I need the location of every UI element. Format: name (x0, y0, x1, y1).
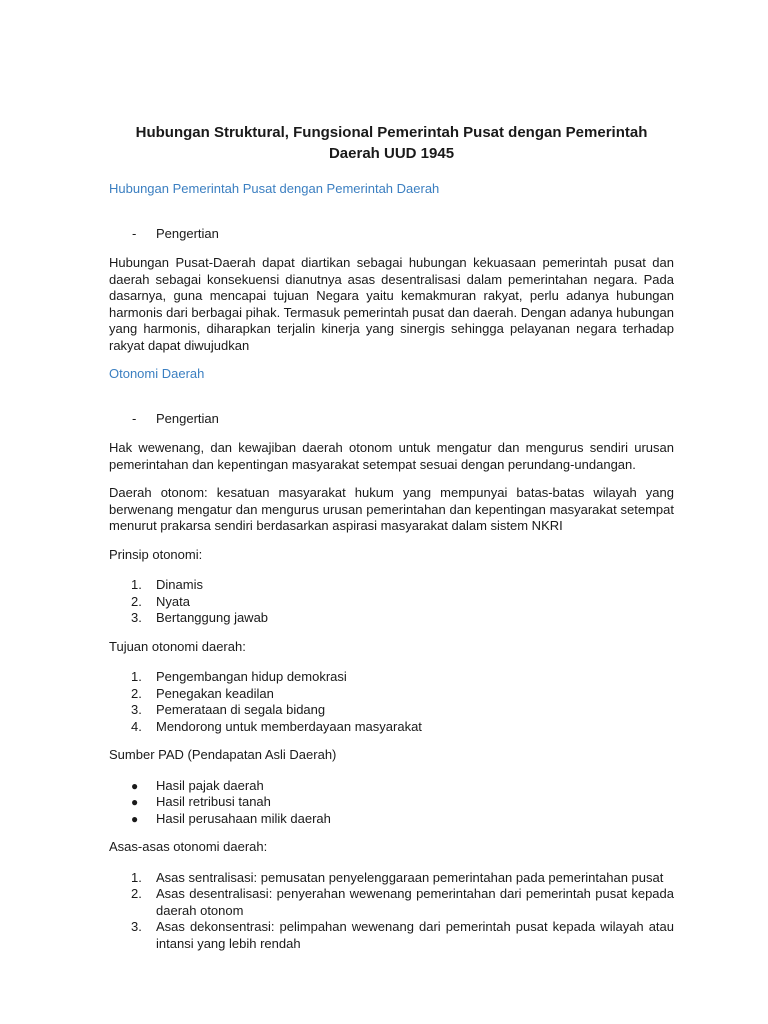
list-item: 2. Penegakan keadilan (131, 685, 274, 701)
dash-marker: - (132, 410, 137, 426)
dash-item-label: Pengertian (156, 225, 219, 241)
list-item: 4. Mendorong untuk memberdayaan masyarakat (131, 718, 422, 734)
list-item: 1. Pengembangan hidup demokrasi (131, 669, 347, 684)
list-asas (109, 870, 674, 953)
dash-item-pengertian-2 (109, 411, 674, 428)
document-body (109, 122, 674, 952)
paragraph-hak-wewenang: Hak wewenang, dan kewajiban daerah otonom untuk mengatur dan mengurus sendiri urusan pemerintahan dan kepentingan masyarakat setempat sesuai dengan perundang-undangan. (109, 440, 674, 472)
bullet-icon: ● (131, 778, 139, 793)
list-item: 2. Nyata (131, 593, 190, 609)
list-item: 3. Bertanggung jawab (131, 610, 269, 625)
list-item: 3. Pemerataan di segala bidang (131, 702, 326, 717)
paragraph-daerah-otonom: Daerah otonom: kesatuan masyarakat hukum yang mempunyai batas-batas wilayah yang berwenang mengatur dan mengurus urusan pemerintahan dan kepentingan masyarakat setempat menurut prakarsa sendiri berdasarkan aspirasi masyarakat dalam sistem NKRI (109, 485, 674, 533)
document-title: Hubungan Struktural, Fungsional Pemerintah Pusat dengan Pemerintah Daerah UUD 1945 (135, 124, 648, 162)
dash-item-label: Pengertian (156, 410, 219, 426)
list-label-tujuan: Tujuan otonomi daerah: (109, 638, 246, 654)
paragraph-hubungan: Hubungan Pusat-Daerah dapat diartikan sebagai hubungan kekuasaan pemerintah pusat dan daerah sebagai konsekuensi dianutnya asas desentralisasi dalam pemerintahan negara. Pada dasarnya, guna mencapai tujuan Negara yaitu kemakmuran rakyat, perlu adanya hubungan harmonis dari berbagai pihak. Termasuk pemerintah pusat dan daerah. Dengan adanya hubungan yang harmonis, diharapkan terjalin kinerja yang sinergis sehingga pelayanan negara terhadap rakyat dapat diwujudkan (109, 255, 674, 353)
bullet-icon: ● (131, 811, 139, 826)
section-heading-otonomi: Otonomi Daerah (109, 366, 205, 381)
list-item: ● Hasil pajak daerah (131, 777, 264, 793)
list-label-sumber-pad: Sumber PAD (Pendapatan Asli Daerah) (109, 747, 337, 762)
list-tujuan (109, 669, 674, 735)
dash-marker: - (132, 225, 137, 241)
list-item: 1. Asas sentralisasi: pemusatan penyelenggaraan pemerintahan pada pemerintahan pusat (131, 869, 664, 885)
list-item: 1. Dinamis (131, 577, 203, 592)
list-item: ● Hasil perusahaan milik daerah (131, 810, 331, 826)
list-sumber-pad (109, 778, 674, 828)
dash-item-pengertian-1 (109, 226, 674, 243)
bullet-icon: ● (131, 795, 139, 809)
list-prinsip (109, 577, 674, 627)
list-item: 2. Asas desentralisasi: penyerahan wewenang pemerintahan dari pemerintah pusat kepada daerah otonom (131, 886, 674, 918)
section-heading-hubungan: Hubungan Pemerintah Pusat dengan Pemerintah Daerah (109, 181, 440, 196)
list-item: ● Hasil retribusi tanah (131, 794, 271, 809)
list-label-asas: Asas-asas otonomi daerah: (109, 839, 268, 854)
list-item: 3. Asas dekonsentrasi: pelimpahan wewenang dari pemerintah pusat kepada wilayah atau intansi yang lebih rendah (131, 919, 674, 951)
list-label-prinsip: Prinsip otonomi: (109, 546, 203, 562)
